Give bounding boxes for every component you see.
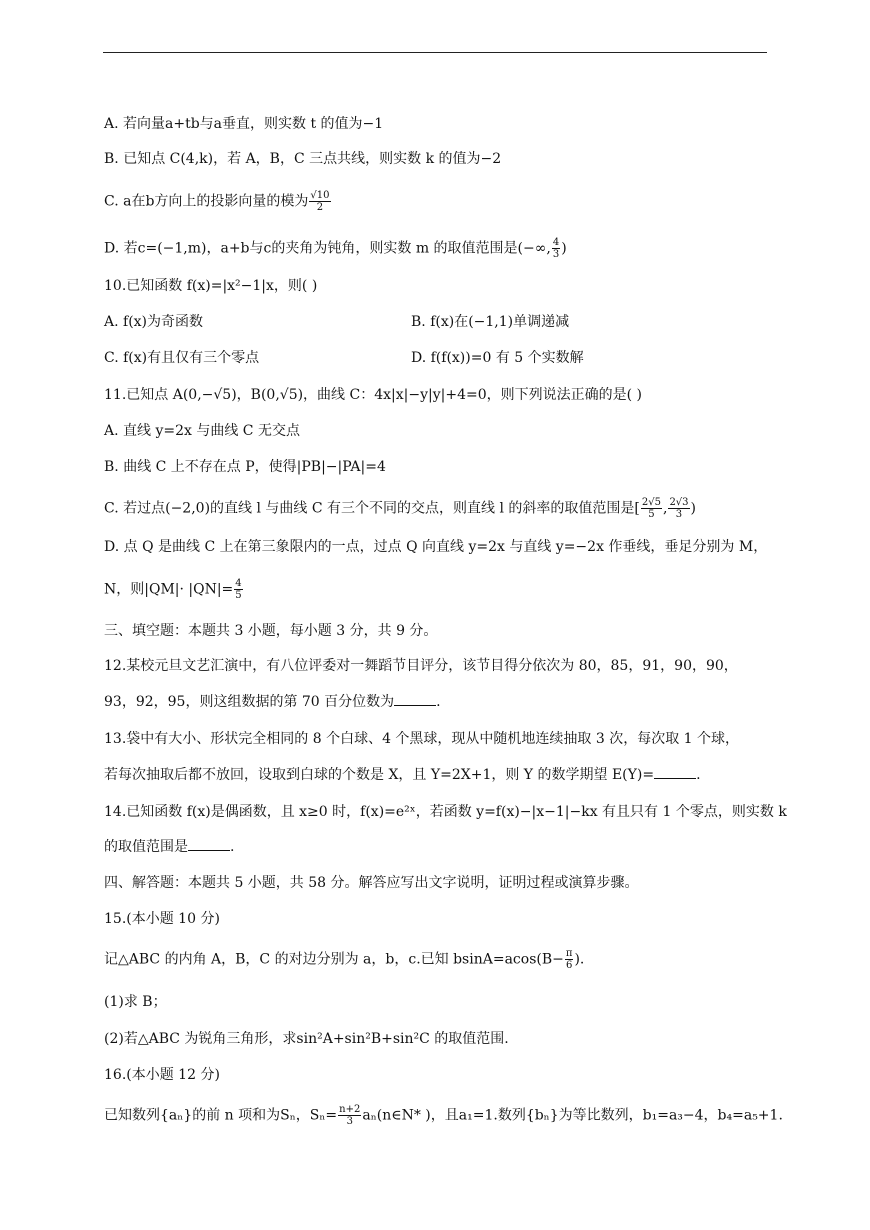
q16-text: 已知数列{aₙ}的前 n 项和为Sₙ，Sₙ= (104, 1107, 338, 1124)
q16-text-rest: aₙ(n∈N* )，且a₁=1.数列{bₙ}为等比数列，b₁=a₃−4，b₄=a₅+1. (362, 1107, 783, 1124)
q9-option-d (104, 237, 567, 260)
q9c-fraction (309, 190, 330, 213)
q15-stem (104, 948, 584, 971)
q9c-fraction-den: 2 (316, 202, 324, 213)
q15-fraction (565, 948, 574, 971)
q15-part2: (2)若△ABC 为锐角三角形，求sin²A+sin²B+sin²C 的取值范围. (104, 1031, 509, 1047)
q9c-text: C. a在b方向上的投影向量的模为 (104, 193, 309, 210)
q11-stem: 11.已知点 A(0,−√5)，B(0,√5)，曲线 C：4x|x|−y|y|+4=0，则下列说法正确的是( ) (104, 387, 642, 403)
q11c-text: C. 若过点(−2,0)的直线 l 与曲线 C 有三个不同的交点，则直线 l 的斜率的取值范围是[ (104, 500, 640, 517)
q15-fraction-den: 6 (565, 960, 573, 971)
q14-text: 的取值范围是 (104, 839, 188, 855)
q9d-close: ) (561, 240, 567, 257)
q13-text: 若每次抽取后都不放回，设取到白球的个数是 X，且 Y=2X+1，则 Y 的数学期望 E(Y)= (104, 767, 655, 783)
q11c-comma: , (662, 500, 668, 517)
q11c-fraction-1-num: 2√5 (641, 497, 661, 508)
q11c-fraction-2-den: 3 (675, 509, 683, 520)
q9d-fraction (552, 237, 560, 260)
q9-option-a: A. 若向量a+tb与a垂直，则实数 t 的值为−1 (104, 116, 384, 132)
q10-option-b: B. f(x)在(−1,1)单调递减 (411, 314, 570, 330)
q11-option-c (104, 497, 696, 520)
q16-fraction-den: 3 (346, 1116, 353, 1127)
q13-answer-blank (654, 766, 696, 779)
header-rule (103, 52, 767, 53)
q14-line2 (104, 838, 234, 856)
q9-option-b: B. 已知点 C(4,k)，若 A，B，C 三点共线，则实数 k 的值为−2 (104, 151, 502, 167)
section-3-heading: 三、填空题：本题共 3 小题，每小题 3 分，共 9 分。 (104, 623, 438, 639)
q9-option-c (104, 190, 332, 213)
q11c-close: ) (690, 500, 697, 517)
q13-line1: 13.袋中有大小、形状完全相同的 8 个白球、4 个黑球，现从中随机地连续抽取 3 次，每次取 1 个球， (104, 731, 740, 747)
q11-option-d-line2 (104, 578, 244, 601)
q11d-fraction (234, 578, 242, 601)
q12-line1: 12.某校元旦文艺汇演中，有八位评委对一舞蹈节目评分，该节目得分依次为 80，85，91，90，90， (104, 658, 738, 674)
q10-stem: 10.已知函数 f(x)=|x²−1|x，则( ) (104, 278, 318, 294)
q11-option-d-line1: D. 点 Q 是曲线 C 上在第三象限内的一点，过点 Q 向直线 y=2x 与直线 y=−2x 作垂线，垂足分别为 M， (104, 539, 768, 555)
q11c-fraction-2 (668, 497, 689, 520)
q13-period: . (696, 767, 701, 783)
q10-option-a: A. f(x)为奇函数 (104, 314, 204, 330)
q9d-text: D. 若c=(−1,m)，a+b与c的夹角为钝角，则实数 m 的取值范围是(−∞, (104, 240, 551, 257)
q14-answer-blank (188, 838, 230, 851)
q15-fraction-num: π (565, 948, 573, 959)
q13-line2 (104, 766, 701, 784)
q16-fraction-num: n+2 (339, 1104, 361, 1115)
q12-text: 93，92，95，则这组数据的第 70 百分位数为 (104, 694, 395, 710)
q9c-fraction-num: √10 (310, 190, 330, 201)
q12-answer-blank (394, 693, 436, 706)
q12-line2 (104, 693, 441, 711)
q11c-fraction-1-den: 5 (648, 509, 655, 520)
q11d-text: N，则|QM|· |QN|= (104, 581, 234, 598)
q14-line1: 14.已知函数 f(x)是偶函数，且 x≥0 时，f(x)=e²ˣ，若函数 y=f(x)−|x−1|−kx 有且只有 1 个零点，则实数 k (104, 804, 787, 820)
q11-option-b: B. 曲线 C 上不存在点 P，使得|PB|−|PA|=4 (104, 459, 386, 475)
q11d-fraction-den: 5 (235, 590, 242, 601)
q15-close: ). (574, 951, 585, 968)
q9d-fraction-num: 4 (552, 237, 560, 248)
q15-heading: 15.(本小题 10 分) (104, 911, 220, 927)
q10-option-c: C. f(x)有且仅有三个零点 (104, 350, 260, 366)
q11c-fraction-1 (641, 497, 662, 520)
q11c-fraction-2-num: 2√3 (669, 497, 689, 508)
q9d-fraction-den: 3 (552, 249, 560, 260)
q15-text: 记△ABC 的内角 A，B，C 的对边分别为 a，b，c.已知 bsinA=acos(B− (104, 951, 564, 968)
q16-stem (104, 1104, 783, 1127)
section-4-heading: 四、解答题：本题共 5 小题，共 58 分。解答应写出文字说明，证明过程或演算步骤。 (104, 875, 639, 891)
q16-heading: 16.(本小题 12 分) (104, 1067, 220, 1083)
q12-period: . (436, 694, 441, 710)
q15-part1: (1)求 B； (104, 994, 167, 1010)
q14-period: . (230, 839, 235, 855)
q10-option-d: D. f(f(x))=0 有 5 个实数解 (411, 350, 584, 366)
q11-option-a: A. 直线 y=2x 与曲线 C 无交点 (104, 423, 300, 439)
q11d-fraction-num: 4 (235, 578, 242, 589)
q16-fraction (338, 1104, 361, 1127)
